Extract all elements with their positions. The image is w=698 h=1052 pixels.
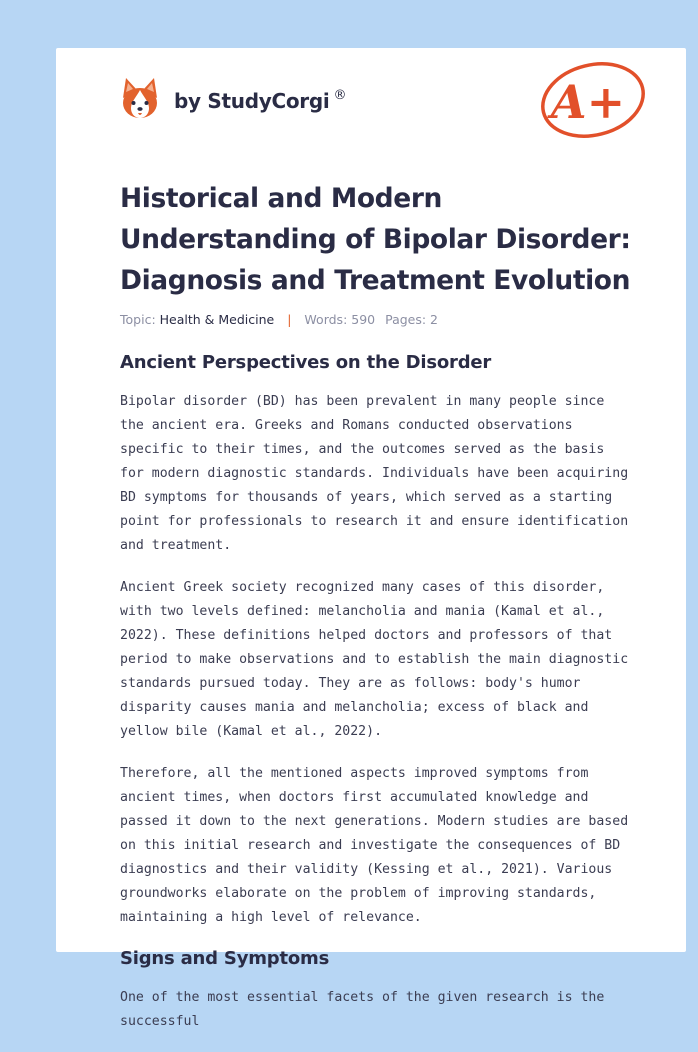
article-meta (120, 312, 438, 327)
topic-label: Topic: (120, 312, 156, 327)
page-count: Pages: 2 (385, 312, 439, 327)
document-page (56, 48, 686, 1029)
brand-header[interactable] (120, 76, 346, 120)
corgi-logo-icon (120, 76, 160, 120)
paragraph: Ancient Greek society recognized many cases of this disorder, with two levels defined: melancholia and mania (Kamal et al., 2022). These definitions helped doctors and professors of that period to make observations and to establish the main diagnostic standards pursued today. They are as follows: body's humor disparity causes mania and melancholia; excess of black and yellow bile (Kamal et al., 2022). (120, 580, 629, 739)
grade-text: A+ (550, 75, 626, 129)
section-heading: Ancient Perspectives on the Disorder (120, 352, 492, 373)
topic-link[interactable]: Health & Medicine (159, 312, 275, 327)
meta-separator: | (287, 312, 292, 327)
article-title: Historical and Modern Understanding of Bipolar Disorder: Diagnosis and Treatment Evolution (120, 183, 631, 296)
article-body (120, 352, 635, 1052)
brand-name: by StudyCorgi ® (174, 88, 347, 113)
paragraph: One of the most essential facets of the given research is the successful (120, 990, 605, 1029)
a-plus-grade-icon (538, 60, 648, 140)
word-count: Words: 590 (304, 312, 376, 327)
section-heading: Signs and Symptoms (120, 948, 330, 969)
paragraph: Therefore, all the mentioned aspects improved symptoms from ancient times, when doctors first accumulated knowledge and passed it down to the next generations. Modern studies are based on this initial research and investigate the consequences of BD diagnostics and their validity (Kessing et al., 2021). Various groundworks elaborate on the problem of improving standards, maintaining a high level of relevance. (120, 766, 629, 925)
paragraph: Bipolar disorder (BD) has been prevalent in many people since the ancient era. Greeks and Romans conducted observations specific to their times, and the outcomes served as the basis for modern diagnostic standards. Individuals have been acquiring BD symptoms for thousands of years, which served as a starting point for professionals to research it and ensure identification and treatment. (120, 394, 629, 553)
registered-mark: ® (333, 88, 347, 103)
